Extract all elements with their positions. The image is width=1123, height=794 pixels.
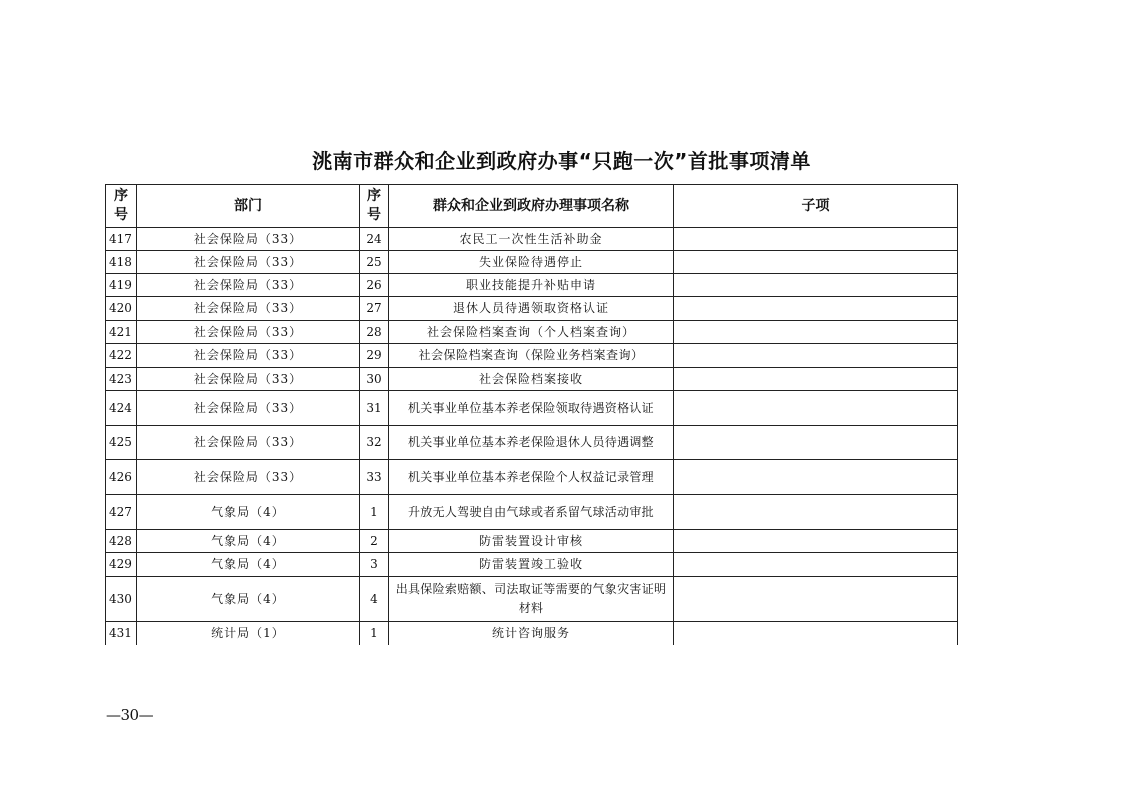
cell-department: 社会保险局（33） [137, 321, 360, 344]
cell-sub-item [674, 344, 958, 368]
cell-serial: 426 [106, 460, 137, 495]
cell-sub-item [674, 426, 958, 460]
table-row [106, 495, 958, 530]
cell-item-name: 统计咨询服务 [389, 622, 674, 645]
cell-item-name: 机关事业单位基本养老保险领取待遇资格认证 [389, 391, 674, 426]
cell-dept-serial: 1 [360, 622, 389, 645]
cell-item-name: 防雷装置设计审核 [389, 530, 674, 553]
cell-serial: 418 [106, 251, 137, 274]
cell-dept-serial: 27 [360, 297, 389, 321]
cell-sub-item [674, 460, 958, 495]
cell-dept-serial: 2 [360, 530, 389, 553]
cell-dept-serial: 26 [360, 274, 389, 297]
table-row [106, 228, 958, 251]
cell-sub-item [674, 274, 958, 297]
cell-serial: 419 [106, 274, 137, 297]
cell-dept-serial: 28 [360, 321, 389, 344]
cell-serial: 427 [106, 495, 137, 530]
cell-sub-item [674, 577, 958, 622]
cell-department: 气象局（4） [137, 577, 360, 622]
cell-item-name: 社会保险档案查询（个人档案查询） [389, 321, 674, 344]
header-dept-serial: 序号 [360, 185, 389, 228]
table-row [106, 321, 958, 344]
header-item-name: 群众和企业到政府办理事项名称 [389, 185, 674, 228]
cell-item-name: 出具保险索赔额、司法取证等需要的气象灾害证明材料 [389, 577, 674, 622]
cell-department: 社会保险局（33） [137, 391, 360, 426]
cell-sub-item [674, 228, 958, 251]
cell-dept-serial: 30 [360, 368, 389, 391]
table-row [106, 553, 958, 577]
table-row [106, 460, 958, 495]
cell-dept-serial: 1 [360, 495, 389, 530]
cell-item-name: 机关事业单位基本养老保险退休人员待遇调整 [389, 426, 674, 460]
cell-item-name: 职业技能提升补贴申请 [389, 274, 674, 297]
cell-sub-item [674, 391, 958, 426]
cell-serial: 430 [106, 577, 137, 622]
cell-department: 社会保险局（33） [137, 368, 360, 391]
header-department: 部门 [137, 185, 360, 228]
cell-department: 社会保险局（33） [137, 274, 360, 297]
page-number: —30— [106, 706, 154, 724]
cell-department: 气象局（4） [137, 495, 360, 530]
table-row [106, 344, 958, 368]
table-row [106, 391, 958, 426]
cell-serial: 424 [106, 391, 137, 426]
cell-sub-item [674, 251, 958, 274]
cell-dept-serial: 32 [360, 426, 389, 460]
cell-sub-item [674, 321, 958, 344]
table-row [106, 274, 958, 297]
cell-item-name: 机关事业单位基本养老保险个人权益记录管理 [389, 460, 674, 495]
cell-department: 社会保险局（33） [137, 251, 360, 274]
cell-item-name: 防雷装置竣工验收 [389, 553, 674, 577]
cell-department: 社会保险局（33） [137, 344, 360, 368]
cell-dept-serial: 25 [360, 251, 389, 274]
table-row [106, 251, 958, 274]
cell-serial: 423 [106, 368, 137, 391]
cell-item-name: 升放无人驾驶自由气球或者系留气球活动审批 [389, 495, 674, 530]
cell-serial: 422 [106, 344, 137, 368]
cell-dept-serial: 29 [360, 344, 389, 368]
cell-department: 社会保险局（33） [137, 426, 360, 460]
cell-department: 统计局（1） [137, 622, 360, 645]
cell-sub-item [674, 368, 958, 391]
cell-sub-item [674, 530, 958, 553]
cell-item-name: 退休人员待遇领取资格认证 [389, 297, 674, 321]
cell-item-name: 社会保险档案接收 [389, 368, 674, 391]
cell-sub-item [674, 495, 958, 530]
cell-sub-item [674, 297, 958, 321]
cell-dept-serial: 31 [360, 391, 389, 426]
cell-department: 社会保险局（33） [137, 228, 360, 251]
cell-dept-serial: 33 [360, 460, 389, 495]
cell-serial: 421 [106, 321, 137, 344]
cell-dept-serial: 24 [360, 228, 389, 251]
table-row [106, 368, 958, 391]
cell-serial: 420 [106, 297, 137, 321]
cell-serial: 429 [106, 553, 137, 577]
cell-item-name: 农民工一次性生活补助金 [389, 228, 674, 251]
cell-serial: 428 [106, 530, 137, 553]
cell-serial: 425 [106, 426, 137, 460]
cell-sub-item [674, 622, 958, 645]
table-row [106, 530, 958, 553]
cell-serial: 431 [106, 622, 137, 645]
cell-item-name: 失业保险待遇停止 [389, 251, 674, 274]
cell-sub-item [674, 553, 958, 577]
header-sub-item: 子项 [674, 185, 958, 228]
items-table [105, 184, 958, 645]
table-row [106, 622, 958, 645]
cell-item-name: 社会保险档案查询（保险业务档案查询） [389, 344, 674, 368]
cell-department: 气象局（4） [137, 553, 360, 577]
cell-department: 气象局（4） [137, 530, 360, 553]
cell-dept-serial: 4 [360, 577, 389, 622]
header-serial: 序号 [106, 185, 137, 228]
table-header-row [106, 185, 958, 228]
cell-dept-serial: 3 [360, 553, 389, 577]
page-title: 洮南市群众和企业到政府办事“只跑一次”首批事项清单 [312, 149, 811, 173]
cell-department: 社会保险局（33） [137, 297, 360, 321]
table-row [106, 297, 958, 321]
table-row [106, 577, 958, 622]
cell-department: 社会保险局（33） [137, 460, 360, 495]
cell-serial: 417 [106, 228, 137, 251]
table-row [106, 426, 958, 460]
